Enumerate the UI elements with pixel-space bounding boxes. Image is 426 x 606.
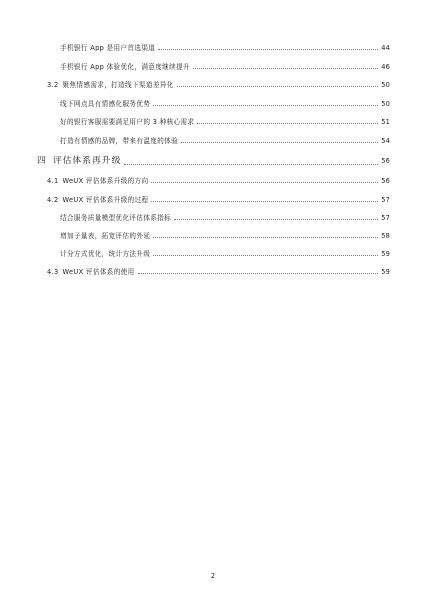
toc-entry-title: 好的银行客服需要满足用户的 3 种核心需求 bbox=[60, 118, 195, 126]
dot-leader bbox=[138, 273, 379, 274]
toc-entry-title: 打造有情感的品牌，带来有温度的体验 bbox=[60, 137, 179, 145]
section-number: 4.2 bbox=[47, 196, 59, 204]
toc-page-number: 46 bbox=[381, 63, 390, 71]
toc-entry bbox=[60, 42, 390, 52]
chapter-number: 四 bbox=[37, 156, 47, 166]
toc-page-number: 59 bbox=[381, 268, 390, 276]
toc-page-number: 56 bbox=[381, 157, 390, 165]
section-number: 4.1 bbox=[47, 177, 59, 185]
dot-leader bbox=[124, 164, 378, 165]
dot-leader bbox=[181, 142, 378, 143]
dot-leader bbox=[174, 219, 378, 220]
dot-leader bbox=[153, 237, 378, 238]
toc-entry bbox=[60, 61, 390, 71]
toc-page-number: 57 bbox=[381, 196, 390, 204]
toc-page-number: 50 bbox=[381, 100, 390, 108]
toc-entry bbox=[47, 194, 390, 204]
toc-entry bbox=[47, 266, 390, 276]
toc-entry bbox=[60, 230, 390, 240]
toc-page-number: 58 bbox=[381, 232, 390, 240]
section-number: 3.2 bbox=[47, 81, 59, 89]
dot-leader bbox=[197, 123, 378, 124]
toc-chapter-entry bbox=[37, 155, 390, 167]
toc-entry bbox=[60, 135, 390, 145]
toc-page-number: 54 bbox=[381, 137, 390, 145]
dot-leader bbox=[151, 201, 378, 202]
toc-chapter-title: 评估体系再升级 bbox=[52, 156, 122, 166]
toc-entry-title: WeUX 评估体系升级的过程 bbox=[62, 196, 149, 204]
toc-entry-title: 线下网点具有情感化服务优势 bbox=[60, 100, 151, 108]
toc-entry-title: 结合服务质量模型优化评估体系指标 bbox=[60, 214, 172, 222]
dot-leader bbox=[153, 105, 378, 106]
dot-leader bbox=[193, 68, 378, 69]
section-number: 4.3 bbox=[47, 268, 59, 276]
toc-page-number: 59 bbox=[381, 250, 390, 258]
dot-leader bbox=[153, 255, 378, 256]
toc-entry-title: 手机银行 App 是用户首选渠道 bbox=[60, 44, 156, 52]
toc-entry bbox=[47, 175, 390, 185]
toc-entry bbox=[60, 98, 390, 108]
toc-entry bbox=[60, 248, 390, 258]
toc-entry bbox=[60, 116, 390, 126]
toc-entry bbox=[47, 79, 390, 89]
toc-entry-title: 增加子量表，拓宽评估的外延 bbox=[60, 232, 151, 240]
toc-entry-title: 手机银行 App 体验优化，满意度继续提升 bbox=[60, 63, 190, 71]
page-number: 2 bbox=[210, 572, 216, 580]
toc-entry-title: WeUX 评估体系升级的方向 bbox=[62, 177, 149, 185]
toc-page-number: 50 bbox=[381, 81, 390, 89]
dot-leader bbox=[177, 86, 379, 87]
toc-page-number: 51 bbox=[381, 118, 390, 126]
toc-entry-title: 聚焦情感需求，打造线下渠道差异化 bbox=[62, 81, 174, 89]
toc-page-number: 57 bbox=[381, 214, 390, 222]
toc-page-number: 56 bbox=[381, 177, 390, 185]
dot-leader bbox=[151, 182, 378, 183]
toc-entry-title: WeUX 评估体系的使用 bbox=[62, 268, 135, 276]
toc-page-number: 44 bbox=[381, 44, 390, 52]
toc-entry-title: 计分方式优化，统计方法升级 bbox=[60, 250, 151, 258]
dot-leader bbox=[158, 49, 378, 50]
toc-entry bbox=[60, 212, 390, 222]
